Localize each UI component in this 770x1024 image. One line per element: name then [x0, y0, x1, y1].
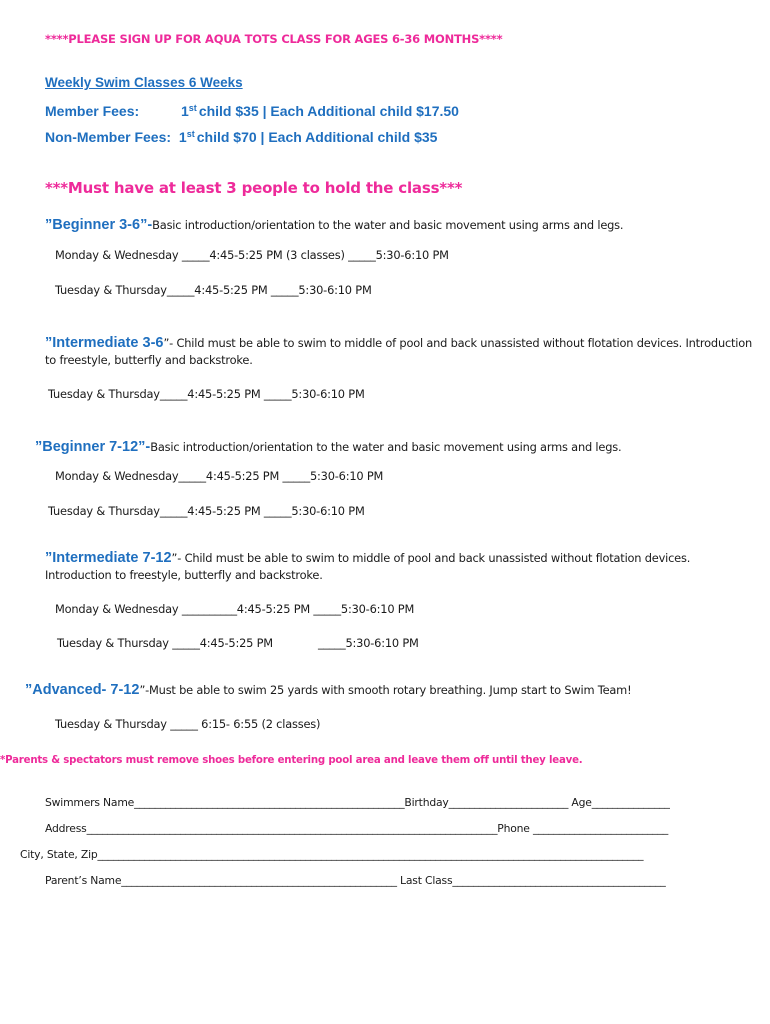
intermediate-3-6-desc-cont: to freestyle, butterfly and backstroke.: [45, 353, 253, 367]
intermediate-7-12-row-tt-late: _____5:30-6:10 PM: [318, 636, 419, 650]
minimum-notice: ***Must have at least 3 people to hold the class***: [45, 179, 463, 197]
nonmember-fees: [45, 129, 437, 145]
beginner-3-6-row-mw: Monday & Wednesday _____4:45-5:25 PM (3 classes) _____5:30-6:10 PM: [55, 248, 449, 262]
intermediate-7-12-title: ”Intermediate 7-12: [45, 550, 172, 566]
beginner-7-12-desc: Basic introduction/orientation to the water and basic movement using arms and legs.: [150, 440, 622, 454]
beginner-3-6-row-tt: Tuesday & Thursday_____4:45-5:25 PM _____5:30-6:10 PM: [55, 283, 372, 297]
advanced-7-12-title: ”Advanced- 7-12: [25, 682, 140, 698]
address-field[interactable]: Address_______________________________________________________________________________Phone __________________________: [45, 822, 669, 835]
parent-name-field[interactable]: Parent’s Name_____________________________________________________ Last Class_________________________________________: [45, 874, 666, 887]
intermediate-7-12-row-tt: Tuesday & Thursday _____4:45-5:25 PM: [57, 636, 273, 650]
beginner-7-12-title-line: [35, 438, 621, 456]
intermediate-3-6-row-tt: Tuesday & Thursday_____4:45-5:25 PM _____5:30-6:10 PM: [48, 387, 365, 401]
intermediate-7-12-row-mw: Monday & Wednesday __________4:45-5:25 PM _____5:30-6:10 PM: [55, 602, 415, 616]
signup-heading: ****PLEASE SIGN UP FOR AQUA TOTS CLASS FOR AGES 6-36 MONTHS****: [45, 32, 503, 46]
member-label: Member Fees:: [45, 103, 140, 119]
beginner-7-12-row-mw: Monday & Wednesday_____4:45-5:25 PM _____5:30-6:10 PM: [55, 469, 384, 483]
beginner-3-6-title: ”Beginner 3-6”-: [45, 217, 153, 233]
intermediate-3-6-title-line: [45, 334, 752, 352]
intermediate-7-12-desc: ”- Child must be able to swim to middle of pool and back unassisted without flotation devices.: [171, 551, 691, 565]
advanced-7-12-title-line: [25, 681, 631, 699]
city-state-zip-field[interactable]: City, State, Zip_________________________________________________________________________________________________________: [20, 848, 644, 861]
beginner-7-12-row-tt: Tuesday & Thursday_____4:45-5:25 PM _____5:30-6:10 PM: [48, 504, 365, 518]
intermediate-3-6-desc: ”- Child must be able to swim to middle of pool and back unassisted without flotation devices. Introduction: [163, 336, 753, 350]
member-fees: [45, 103, 459, 119]
weekly-heading: Weekly Swim Classes 6 Weeks: [45, 75, 243, 90]
nonmember-fee-value: 1st child $70 | Each Additional child $35: [178, 129, 438, 145]
member-fee-value: 1st child $35 | Each Additional child $17.50: [181, 103, 459, 119]
beginner-3-6-title-line: [45, 216, 623, 234]
beginner-7-12-title: ”Beginner 7-12”-: [35, 439, 151, 455]
advanced-7-12-row-tt: Tuesday & Thursday _____ 6:15- 6:55 (2 classes): [55, 717, 321, 731]
intermediate-3-6-title: ”Intermediate 3-6: [45, 335, 164, 351]
swimmer-name-field[interactable]: Swimmers Name____________________________________________________Birthday_______________________ Age_______________: [45, 796, 670, 809]
nonmember-label: Non-Member Fees:: [45, 129, 172, 145]
intermediate-7-12-desc-cont: Introduction to freestyle, butterfly and backstroke.: [45, 568, 323, 582]
intermediate-7-12-title-line: [45, 549, 690, 567]
shoes-notice: *Parents & spectators must remove shoes before entering pool area and leave them off until they leave.: [0, 755, 583, 766]
advanced-7-12-desc: ”-Must be able to swim 25 yards with smooth rotary breathing. Jump start to Swim Team!: [139, 683, 632, 697]
beginner-3-6-desc: Basic introduction/orientation to the water and basic movement using arms and legs.: [152, 218, 624, 232]
